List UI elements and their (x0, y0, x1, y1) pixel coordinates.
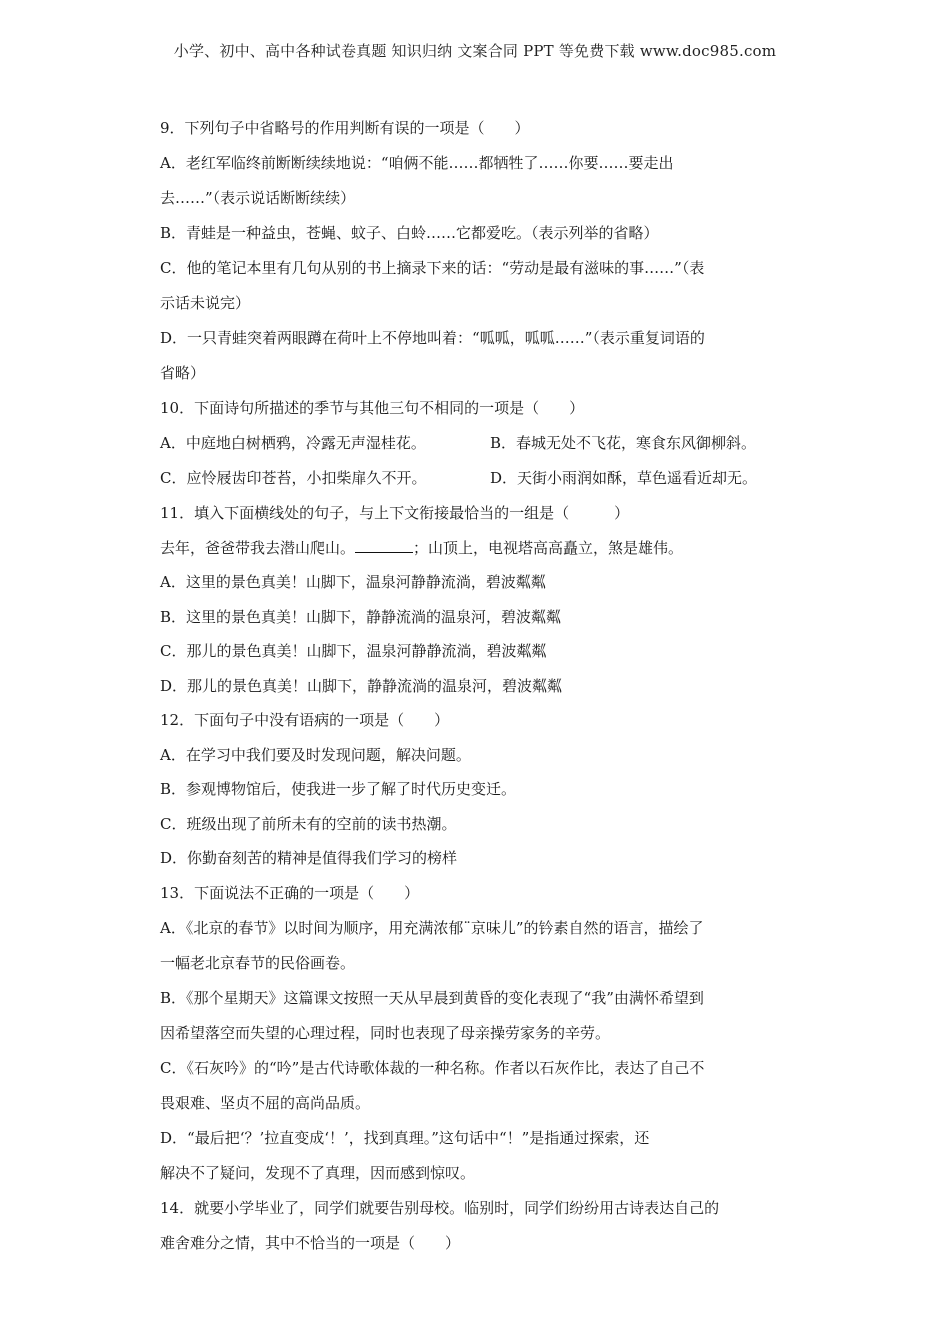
q9-option-a-line2: 去……”（表示说话断断续续） (160, 189, 356, 207)
q13-option-a-line2: 一幅老北京春节的民俗画卷。 (160, 953, 356, 972)
q10-row-cd (160, 468, 800, 503)
q11-option-a: A．这里的景色真美！山脚下，温泉河静静流淌，碧波粼粼 (160, 573, 546, 591)
q11-option-b: B．这里的景色真美！山脚下，静静流淌的温泉河，碧波粼粼 (160, 607, 562, 626)
q13-option-b-line2: 因希望落空而失望的心理过程，同时也表现了母亲操劳家务的辛劳。 (160, 1023, 611, 1042)
q10-option-a: A．中庭地白树栖鸦，冷露无声湿桂花。 (160, 434, 426, 452)
q12-option-c: C．班级出现了前所未有的空前的读书热潮。 (160, 814, 457, 833)
q11-option-c: C．那儿的景色真美！山脚下，温泉河静静流淌，碧波粼粼 (160, 642, 547, 660)
q11-context-before: 去年，爸爸带我去潜山爬山。 (160, 538, 356, 557)
q10-option-b: B．春城无处不飞花，寒食东风御柳斜。 (490, 434, 757, 452)
q11-context (160, 538, 800, 573)
q10-option-c: C．应怜屐齿印苍苔，小扣柴扉久不开。 (160, 469, 427, 487)
q13-option-a-line1: A．《北京的春节》以时间为顺序，用充满浓郁¨京味儿”的钤素自然的语言，描绘了 (160, 918, 704, 937)
q13-option-b-line1: B．《那个星期天》这篇课文按照一天从早晨到黄昏的变化表现了“我”由满怀希望到 (160, 988, 704, 1007)
q12-stem: 12．下面句子中没有语病的一项是（ ） (160, 711, 450, 729)
q13-option-d-line1: D．“最后把‘？’拉直变成‘！’，找到真理。”这句话中“！”是指通过探索，还 (160, 1128, 650, 1147)
q9-option-d-line1: D．一只青蛙突着两眼蹲在荷叶上不停地叫着：“呱呱，呱呱……”（表示重复词语的 (160, 329, 705, 347)
q13-stem: 13．下面说法不正确的一项是（ ） (160, 883, 420, 902)
q12-option-b: B．参观博物馆后，使我进一步了解了时代历史变迁。 (160, 780, 517, 798)
q9-stem: 9．下列句子中省略号的作用判断有误的一项是（ ） (160, 119, 530, 137)
q11-context-after: ；山顶上，电视塔高高矗立，煞是雄伟。 (413, 538, 684, 557)
q11-blank (355, 538, 413, 553)
page-header: 小学、初中、高中各种试卷真题 知识归纳 文案合同 PPT 等免费下载 www.doc985.com (173, 42, 777, 60)
q9-option-c-line1: C．他的笔记本里有几句从别的书上摘录下来的话：“劳动是最有滋味的事……”（表 (160, 259, 705, 277)
q14-stem-line2: 难舍难分之情，其中不恰当的一项是（ ） (160, 1233, 461, 1252)
q9-option-c-line2: 示话未说完） (160, 294, 251, 312)
q10-option-d: D．天街小雨润如酥，草色遥看近却无。 (490, 469, 758, 487)
q13-option-c-line1: C．《石灰吟》的“吟”是古代诗歌体裁的一种名称。作者以石灰作比，表达了自己不 (160, 1058, 705, 1077)
q9-option-a-line1: A．老红军临终前断断续续地说：“咱俩不能……都牺牲了……你要……要走出 (160, 154, 674, 172)
q12-option-a: A．在学习中我们要及时发现问题，解决问题。 (160, 745, 471, 764)
q11-option-d: D．那儿的景色真美！山脚下，静静流淌的温泉河，碧波粼粼 (160, 676, 563, 695)
q12-option-d: D．你勤奋刻苦的精神是值得我们学习的榜样 (160, 849, 458, 867)
q14-stem-line1: 14．就要小学毕业了，同学们就要告别母校。临别时，同学们纷纷用古诗表达自己的 (160, 1198, 720, 1217)
q13-option-c-line2: 畏艰难、坚贞不屈的高尚品质。 (160, 1093, 371, 1112)
q9-option-d-line2: 省略） (160, 364, 206, 382)
q9-option-b: B．青蛙是一种益虫，苍蝇、蚊子、白蛉……它都爱吃。（表示列举的省略） (160, 224, 659, 242)
q10-row-ab (160, 433, 800, 468)
q13-option-d-line2: 解决不了疑问，发现不了真理，因而感到惊叹。 (160, 1163, 476, 1182)
q11-stem: 11．填入下面横线处的句子，与上下文衔接最恰当的一组是（ ） (160, 504, 630, 522)
exam-content (160, 118, 800, 1268)
q10-stem: 10．下面诗句所描述的季节与其他三句不相同的一项是（ ） (160, 399, 585, 417)
